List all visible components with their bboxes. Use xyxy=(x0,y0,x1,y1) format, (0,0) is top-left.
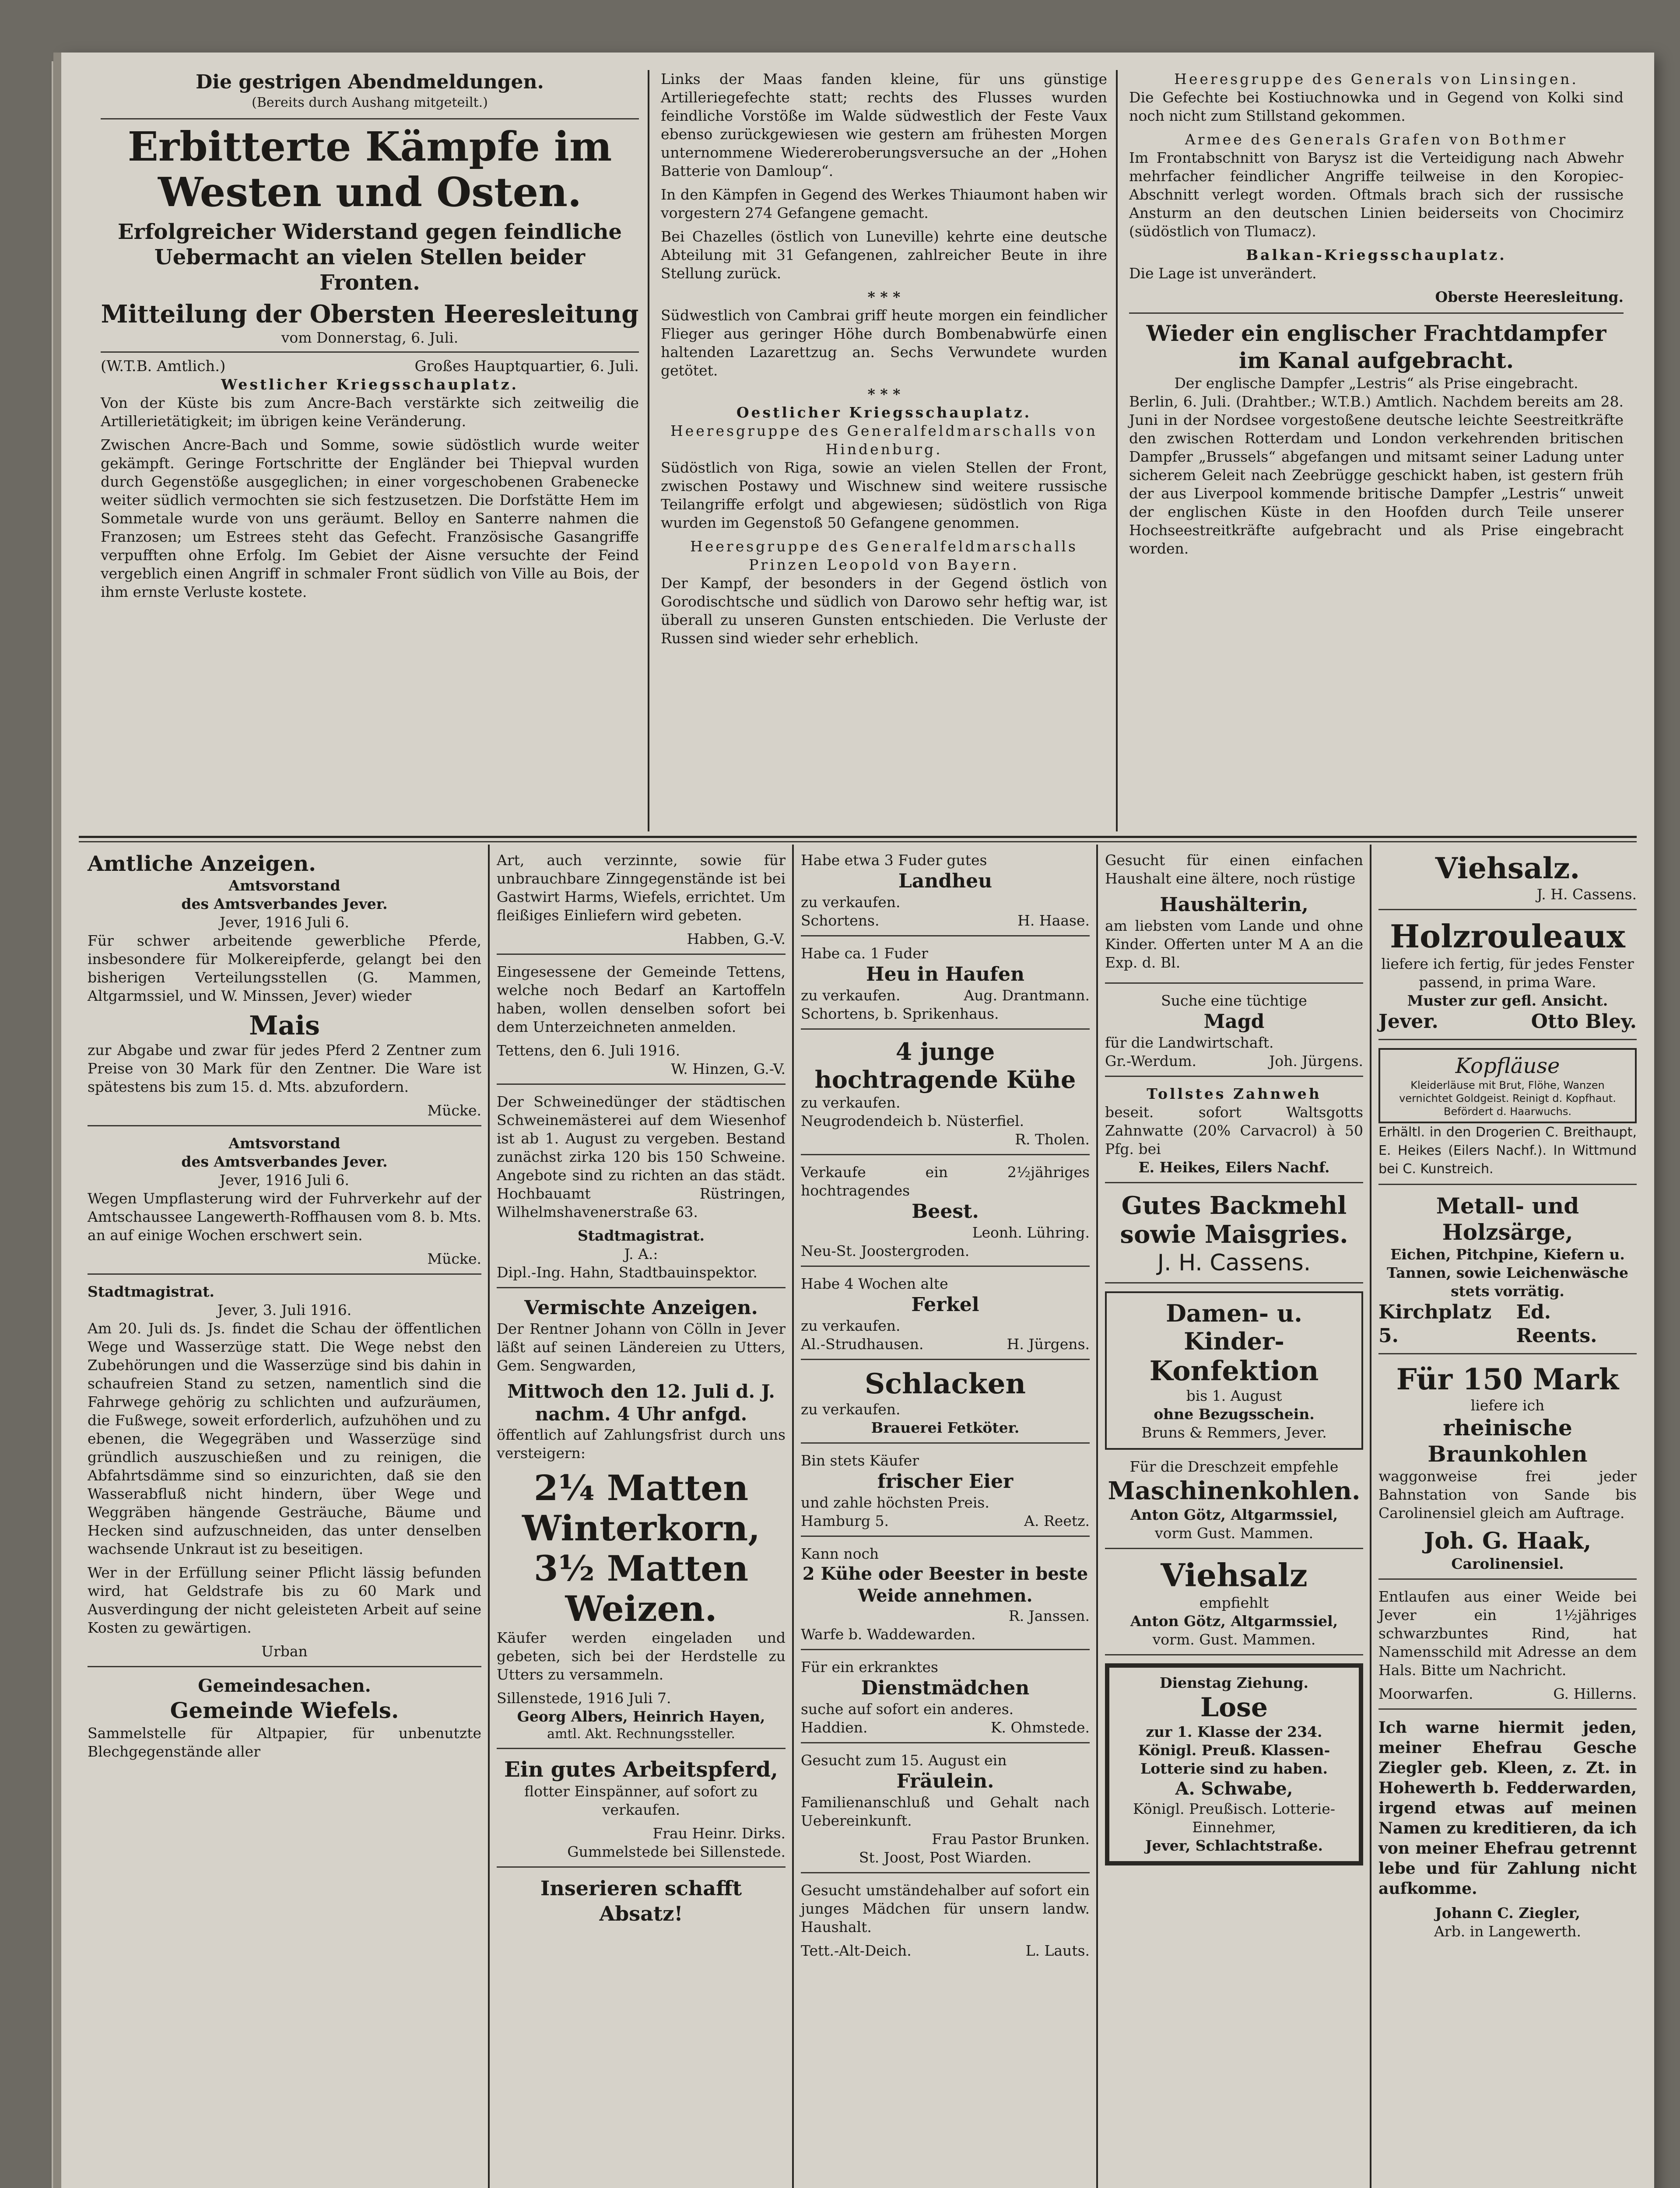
ad-text: ohne Bezugsschein. xyxy=(1154,1406,1315,1423)
ad-box xyxy=(1378,1048,1637,1123)
paragraph: Der Kampf, der besonders in der Gegend östlich von Gorodischtsche und südlich von Darowo sehr heftig war, ist überall zu unseren Gunsten entschieden. Die Verluste der Russen sind wieder sehr erheblich. xyxy=(661,575,1107,647)
ad-keyword: Heu in Haufen xyxy=(866,963,1024,985)
report-column-3 xyxy=(1129,70,1624,563)
ad-heading: Tollstes Zahnweh xyxy=(1147,1085,1322,1102)
ads-column-1 xyxy=(88,851,481,1766)
ads-column-4 xyxy=(1105,851,1363,1865)
ad-signature: Bruns & Remmers, Jever. xyxy=(1141,1424,1327,1441)
ad-keyword: frischer Eier xyxy=(877,1470,1014,1493)
ad-date: Jever, 3. Juli 1916. xyxy=(217,1301,352,1318)
ad-keyword: Ferkel xyxy=(911,1294,979,1316)
ad-text: Familienanschluß und Gehalt nach Uebereinkunft. xyxy=(801,1794,1090,1829)
ad-signature: Leonh. Lühring. xyxy=(972,1224,1090,1241)
ad-signature: Mücke. xyxy=(427,1102,481,1119)
paragraph: Berlin, 6. Juli. (Drahtber.; W.T.B.) Amtlich. Nachdem bereits am 28. Juni in der Nordsee vorgestoßene deutsche leichte Seestreitkräfte den zwischen Rotterdam und London verkehrenden britischen Dampfer „Brussels“ abgefangen und mitsamt seiner Ladung unter sicherem Geleit nach Zeebrügge geschickt haben, ist gestern früh der aus Liverpool kommende britische Dampfer „Lestris“ unweit der englischen Küste in den Hoofden durch Teile unserer Hochseestreitkräfte aufgebracht und als Prise eingebracht worden. xyxy=(1129,393,1624,557)
ad-place: Warfe b. Waddewarden. xyxy=(801,1626,976,1643)
ad-text: am liebsten vom Lande und ohne Kinder. Offerten unter M A an die Exp. d. Bl. xyxy=(1105,917,1363,971)
ad-signature: L. Lauts. xyxy=(1025,1942,1090,1959)
ads-column-5 xyxy=(1378,851,1637,1941)
ad-text: Ich warne hiermit jeden, meiner Ehefrau Gesche Ziegler geb. Kleen, z. Zt. in Hohewerth b. Fedderwarden, irgend etwas auf meinen Namen zu kreditieren, da ich von meiner Ehefrau getrennt lebe und für Zahlung nicht aufkomme. xyxy=(1378,1718,1637,1898)
ad-place: Haddien. xyxy=(801,1719,868,1736)
column-rule xyxy=(1370,845,1371,2188)
ad-box xyxy=(1105,1291,1363,1450)
ad-text: Für schwer arbeitende gewerbliche Pferde, insbesondere für Molkereipferde, gelangt bei den bisherigen Verteilungsstellen (G. Mammen, Altgarmssiel, und W. Minssen, Jever) wieder xyxy=(88,932,481,1004)
ad-keyword: Viehsalz. xyxy=(1435,851,1580,885)
ad-signature: Gummelstede bei Sillenstede. xyxy=(567,1843,786,1860)
ad-text: zu verkaufen. xyxy=(801,1401,901,1418)
ad-keyword: Magd xyxy=(1203,1010,1265,1033)
ad-signature: A. Reetz. xyxy=(1024,1512,1090,1529)
section-subheading: (Bereits durch Aushang mitgeteilt.) xyxy=(252,95,488,110)
paragraph: Im Frontabschnitt von Barysz ist die Verteidigung nach Abwehr mehrfacher feindlicher Angriffe teilweise in den Koropiec-Abschnitt verlegt worden. Oftmals brach sich der russische Ansturm an den deutschen Linien beiderseits von Chocimirz (südöstlich von Tlumacz). xyxy=(1129,149,1624,240)
ad-signature: Frau Heinr. Dirks. xyxy=(652,1825,786,1842)
ad-place: Hamburg 5. xyxy=(801,1512,889,1529)
ad-signature: E. Heikes, Eilers Nachf. xyxy=(1138,1159,1330,1176)
ad-keyword: Beest. xyxy=(912,1200,979,1223)
ad-keyword: rheinische Braunkohlen xyxy=(1427,1415,1588,1467)
ad-text: flotter Einspänner, auf sofort zu verkaufen. xyxy=(524,1783,758,1818)
ad-text: Kleiderläuse mit Brut, Flöhe, Wanzen vernichtet Goldgeist. Reinigt d. Kopfhaut. Befördert d. Haarwuchs. xyxy=(1399,1079,1616,1118)
ad-date: Sillenstede, 1916 Juli 7. xyxy=(497,1690,671,1707)
army-group: Heeresgruppe des Generalfeldmarschalls Prinzen Leopold von Bayern. xyxy=(690,538,1078,573)
ad-text: Suche eine tüchtige xyxy=(1161,992,1307,1009)
ad-text: Bin stets Käufer xyxy=(801,1452,919,1469)
ad-keyword: Haushälterin, xyxy=(1160,894,1308,916)
ads-column-3 xyxy=(801,851,1090,1960)
ad-text: beseit. sofort Waltsgotts Zahnwatte (20% Carvacrol) à 50 Pfg. bei xyxy=(1105,1104,1363,1157)
ad-keyword: 2 Kühe oder Beester in beste Weide annehmen. xyxy=(802,1564,1088,1606)
section-divider xyxy=(79,841,1637,842)
ad-text: zu verkaufen. xyxy=(801,894,901,911)
headline: Wieder ein englischer Frachtdampfer im Kanal aufgebracht. xyxy=(1146,320,1606,373)
subheadline: Erfolgreicher Widerstand gegen feindliche Uebermacht an vielen Stellen beider Fronten. xyxy=(117,220,622,295)
front-heading: Balkan-Kriegsschauplatz. xyxy=(1246,246,1507,263)
ad-signature: G. Hillerns. xyxy=(1553,1685,1637,1702)
ad-text: zu verkaufen. xyxy=(801,1094,901,1111)
ad-keyword: Konfektion xyxy=(1149,1355,1319,1387)
ad-keyword: Gemeinde Wiefels. xyxy=(170,1697,399,1723)
quantity: 2¹⁄₄ xyxy=(533,1467,595,1508)
ad-text: für die Landwirtschaft. xyxy=(1105,1034,1274,1051)
ad-box xyxy=(1105,1663,1363,1865)
ad-signature: W. Hinzen, G.-V. xyxy=(671,1060,786,1077)
ad-text: suche auf sofort ein anderes. xyxy=(801,1701,1014,1718)
ad-text: Habe 4 Wochen alte xyxy=(801,1275,948,1292)
ad-text: Königl. Preußisch. Lotterie-Einnehmer, xyxy=(1133,1800,1335,1836)
ad-text: zur Abgabe und zwar für jedes Pferd 2 Zentner zum Preise von 30 Mark für den Zentner. Die Ware ist spätestens bis zum 15. d. Mts. abzufordern. xyxy=(88,1041,481,1095)
ad-text: Gesucht für einen einfachen Haushalt eine ältere, noch rüstige xyxy=(1105,852,1363,887)
ad-signature: H. Jürgens. xyxy=(1007,1336,1090,1353)
ad-place: Tett.-Alt-Deich. xyxy=(801,1942,912,1959)
ad-place: Neu-St. Joostergroden. xyxy=(801,1242,970,1259)
ad-text: Sammelstelle für Altpapier, für unbenutzte Blechgegenstände aller xyxy=(88,1725,481,1760)
ad-place: Gr.-Werdum. xyxy=(1105,1052,1197,1069)
ad-place: Jever. xyxy=(1378,1010,1438,1033)
auction-item: Weizen. xyxy=(565,1588,717,1629)
paragraph: Südwestlich von Cambrai griff heute morgen ein feindlicher Flieger aus geringer Höhe durch Bombenabwürfe einen haltenden Lazarettzug an. Sechs Verwundete wurden getötet. xyxy=(661,307,1107,379)
paragraph: Südöstlich von Riga, sowie an vielen Stellen der Front, zwischen Postawy und Wischnew sind weitere russische Teilangriffe erfolgt und abgewiesen; südöstlich von Riga wurden im Gegenstoß 50 Gefangene genommen. xyxy=(661,459,1107,531)
ad-signature: Brauerei Fetköter. xyxy=(871,1419,1020,1436)
ad-text: bis 1. August xyxy=(1186,1387,1282,1404)
ad-signature: R. Tholen. xyxy=(1015,1131,1090,1148)
paragraph: Die Gefechte bei Kostiuchnowka und in Gegend von Kolki sind noch nicht zum Stillstand gekommen. xyxy=(1129,89,1624,124)
ad-keyword: Schlacken xyxy=(864,1368,1026,1400)
ad-keyword: Lose xyxy=(1200,1692,1268,1723)
auction-item: Winterkorn, xyxy=(522,1508,760,1549)
paragraph: Links der Maas fanden kleine, für uns günstige Artilleriegefechte statt; rechts des Flusses wurden feindliche Vorstöße im Walde südwestlich der Feste Vaux ebenso zurückgewiesen wie gestern am frühesten Morgen unternommene Wiedereroberungsversuche an der „Hohen Batterie von Damloup“. xyxy=(661,70,1107,179)
unit: Matten xyxy=(607,1467,749,1508)
paragraph: In den Kämpfen in Gegend des Werkes Thiaumont haben wir vorgestern 274 Gefangene gemacht. xyxy=(661,186,1107,221)
ad-text: Wegen Umpflasterung wird der Fuhrverkehr auf der Amtschaussee Langewerth-Roffhausen vom 8. b. Mts. an auf einige Wochen erschwert sein. xyxy=(88,1190,481,1244)
ad-text: zu verkaufen. xyxy=(801,1317,901,1334)
ad-keyword: Landheu xyxy=(898,870,993,892)
ad-signature: J. H. Cassens. xyxy=(1536,886,1637,903)
ad-text: Für die Dreschzeit empfehle xyxy=(1129,1458,1339,1475)
ad-place: Moorwarfen. xyxy=(1378,1685,1473,1702)
ad-signature: Joh. Jürgens. xyxy=(1269,1052,1363,1069)
ad-keyword: Dienstmädchen xyxy=(861,1677,1030,1699)
ad-keyword: Gutes Backmehl xyxy=(1121,1191,1347,1220)
army-group: Armee des Generals Grafen von Bothmer xyxy=(1185,131,1568,148)
ad-text: Art, auch verzinnte, sowie für unbrauchbare Zinngegenstände ist bei Gastwirt Harms, Wiefels, errichtet. Um fleißiges Einliefern wird gebeten. xyxy=(497,852,786,924)
ads-section-title: Vermischte Anzeigen. xyxy=(524,1297,758,1319)
source: (W.T.B. Amtlich.) xyxy=(101,358,226,375)
ad-text: zur 1. Klasse der 234. Königl. Preuß. Klassen-Lotterie sind zu haben. xyxy=(1138,1723,1330,1777)
ad-text: Entlaufen aus einer Weide bei Jever ein 1½jähriges schwarzbuntes Rind, hat Namensschild mit Adresse an dem Hals. Bitte um Nachricht. xyxy=(1378,1588,1637,1679)
ad-heading: des Amtsverbandes Jever. xyxy=(181,895,388,912)
paragraph: Bei Chazelles (östlich von Luneville) kehrte eine deutsche Abteilung mit 31 Gefangenen, zahlreicher Beute in ihre Stellung zurück. xyxy=(661,228,1107,282)
ad-date: Tettens, den 6. Juli 1916. xyxy=(497,1042,680,1059)
ad-text: Muster zur gefl. Ansicht. xyxy=(1407,992,1608,1009)
ad-keyword: Fräulein. xyxy=(896,1770,994,1792)
ad-signature: Anton Götz, Altgarmssiel, xyxy=(1130,1613,1338,1630)
ad-text: vorm Gust. Mammen. xyxy=(1154,1525,1314,1542)
ad-signature: Habben, G.-V. xyxy=(687,930,786,947)
paragraph: Die Lage ist unverändert. xyxy=(1129,265,1317,282)
ad-slogan: Inserieren schafft Absatz! xyxy=(540,1876,742,1925)
ad-signature: Georg Albers, Heinrich Hayen, xyxy=(517,1708,765,1725)
headline: Erbitterte Kämpfe im Westen und Osten. xyxy=(127,123,612,216)
ad-place: Schortens, b. Sprikenhaus. xyxy=(801,1005,999,1022)
ad-heading: Amtsvorstand xyxy=(228,877,340,894)
column-rule xyxy=(792,845,794,2188)
ad-signature: Dipl.-Ing. Hahn, Stadtbauinspektor. xyxy=(497,1264,758,1281)
ad-signature: A. Schwabe, xyxy=(1175,1778,1293,1799)
report-date: vom Donnerstag, 6. Juli. xyxy=(281,329,459,346)
ad-place: Schortens. xyxy=(801,912,880,929)
army-group: Heeresgruppe des Generalfeldmarschalls von Hindenburg. xyxy=(670,422,1098,458)
report-column-2 xyxy=(661,70,1107,653)
ad-heading: Kopfläuse xyxy=(1455,1054,1560,1078)
ad-text: Gesucht umständehalber auf sofort ein junges Mädchen für unsern landw. Haushalt. xyxy=(801,1882,1090,1936)
ad-keyword: Maschinenkohlen. xyxy=(1108,1476,1361,1505)
ad-text: Der Schweinedünger der städtischen Schweinemästerei auf dem Wiesenhof ist ab 1. August zu vergeben. Bestand zunächst zirka 120 bis 150 Schweine. Angebote sind zu richten an das städt. Hochbauamt Rüstringen, Wilhelmshavenerstraße 63. xyxy=(497,1093,786,1220)
ad-place: Kirchplatz 5. xyxy=(1378,1301,1492,1347)
column-rule xyxy=(1096,845,1098,2188)
ad-text: und zahle höchsten Preis. xyxy=(801,1494,989,1511)
column-rule xyxy=(648,70,649,831)
ad-text: Arb. in Langewerth. xyxy=(1434,1923,1582,1940)
quantity: 3¹⁄₂ xyxy=(533,1548,595,1589)
ad-text: Eingesessene der Gemeinde Tettens, welche noch Bedarf an Kartoffeln haben, wollen denselben sofort bei dem Unterzeichneten anmelden. xyxy=(497,963,786,1035)
ad-text: liefere ich fertig, für jedes Fenster passend, in prima Ware. xyxy=(1381,955,1634,991)
ad-signature: Urban xyxy=(261,1643,308,1660)
newspaper-page xyxy=(61,53,1654,2188)
ad-heading: Dienstag Ziehung. xyxy=(1159,1674,1309,1691)
ad-signature: Aug. Drantmann. xyxy=(964,987,1090,1004)
ad-place: Jever, Schlachtstraße. xyxy=(1145,1837,1323,1854)
ad-signature: H. Haase. xyxy=(1017,912,1090,929)
separator-stars: * * * xyxy=(867,386,901,403)
ad-text: Der Rentner Johann von Cölln in Jever läßt auf seinen Ländereien zu Utters, Gem. Sengwarden, xyxy=(497,1320,786,1374)
unit: Matten xyxy=(607,1548,749,1589)
ad-date: Jever, 1916 Juli 6. xyxy=(219,914,350,931)
ad-text: öffentlich auf Zahlungsfrist durch uns versteigern: xyxy=(497,1426,786,1462)
ad-org: Stadtmagistrat. xyxy=(577,1227,705,1244)
ads-section-title: Amtliche Anzeigen. xyxy=(88,852,316,876)
ad-ia: J. A.: xyxy=(624,1245,658,1262)
ad-signature: K. Ohmstede. xyxy=(990,1719,1090,1736)
ad-text: Kann noch xyxy=(801,1545,879,1562)
subheadline: Der englische Dampfer „Lestris“ als Prise eingebracht. xyxy=(1174,375,1578,392)
ad-heading: Gemeindesachen. xyxy=(198,1676,371,1696)
ad-signature: R. Janssen. xyxy=(1008,1607,1090,1624)
section-divider xyxy=(79,836,1637,838)
ad-text: Für ein erkranktes xyxy=(801,1659,938,1676)
ad-signature-roles: amtl. Akt. Rechnungssteller. xyxy=(547,1726,735,1742)
ad-text: waggonweise frei jeder Bahnstation von Sande bis Carolinensiel gleich am Auftrage. xyxy=(1378,1468,1637,1522)
ad-signature: Frau Pastor Brunken. xyxy=(932,1830,1090,1848)
ad-heading: des Amtsverbandes Jever. xyxy=(181,1153,388,1170)
ad-text: Eichen, Pitchpine, Kiefern u. Tannen, sowie Leichenwäsche stets vorrätig. xyxy=(1386,1246,1628,1300)
ad-signature: Mücke. xyxy=(427,1250,481,1267)
ad-keyword: sowie Maisgries. xyxy=(1120,1220,1348,1249)
official-title: Mitteilung der Obersten Heeresleitung xyxy=(101,300,639,329)
ad-place: Al.-Strudhausen. xyxy=(801,1336,924,1353)
ad-signature: Otto Bley. xyxy=(1531,1010,1637,1033)
ad-text: Wer in der Erfüllung seiner Pflicht lässig befunden wird, hat Geldstrafe bis zu 60 Mark und Ausverdingung der nicht geleisteten Arbeit auf seine Kosten zu gewärtigen. xyxy=(88,1564,481,1636)
ad-place: Neugrodendeich b. Nüsterfiel. xyxy=(801,1112,1024,1129)
ad-heading: Amtsvorstand xyxy=(228,1135,340,1152)
ad-keyword: Damen- u. Kinder- xyxy=(1166,1299,1302,1355)
section-heading: Die gestrigen Abendmeldungen. xyxy=(196,71,544,93)
ad-signature: Ed. Reents. xyxy=(1516,1301,1597,1347)
ad-keyword: 4 junge hochtragende Kühe xyxy=(814,1038,1076,1094)
ad-text: Käufer werden eingeladen und gebeten, sich bei der Herdstelle zu Utters zu versammeln. xyxy=(497,1629,786,1683)
column-rule xyxy=(1116,70,1118,831)
ad-text: liefere ich xyxy=(1470,1397,1545,1414)
ad-text: zu verkaufen. xyxy=(801,987,901,1004)
ad-text: Gesucht zum 15. August ein xyxy=(801,1752,1007,1769)
front-heading: Oestlicher Kriegsschauplatz. xyxy=(736,404,1032,421)
ad-signature: Anton Götz, Altgarmssiel, xyxy=(1130,1506,1338,1523)
ad-keyword: Mais xyxy=(249,1010,320,1041)
ad-keyword: Holzrouleaux xyxy=(1390,918,1625,955)
ad-text: empfiehlt xyxy=(1199,1594,1269,1611)
ad-place: Carolinensiel. xyxy=(1451,1555,1564,1572)
signature: Oberste Heeresleitung. xyxy=(1435,288,1624,305)
ad-text: Verkaufe ein 2½jähriges hochtragendes xyxy=(801,1164,1090,1199)
report-column-1 xyxy=(101,70,639,607)
ad-date: Jever, 1916 Juli 6. xyxy=(219,1171,350,1189)
auction-date: Mittwoch den 12. Juli d. J. nachm. 4 Uhr anfgd. xyxy=(507,1381,775,1425)
ad-signature: J. H. Cassens. xyxy=(1157,1250,1311,1276)
ad-keyword: Ein gutes Arbeitspferd, xyxy=(504,1757,778,1782)
ad-signature: Johann C. Ziegler, xyxy=(1435,1904,1580,1922)
ad-text: vorm. Gust. Mammen. xyxy=(1152,1631,1316,1648)
ad-text: Erhältl. in den Drogerien C. Breithaupt, E. Heikes (Eilers Nachf.). In Wittmund bei C. Kunstreich. xyxy=(1378,1125,1637,1177)
dateline: Großes Hauptquartier, 6. Juli. xyxy=(414,358,639,375)
paragraph: Zwischen Ancre-Bach und Somme, sowie südöstlich wurde weiter gekämpft. Geringe Fortschritte der Engländer bei Thiepval wurden durch Gegenstöße ausgeglichen; in einer vorgeschobenen Grabenecke weiter südlich vermochten sie sich festzusetzen. Die Dorfstätte Hem im Sommetale wurde von uns geräumt. Belloy en Santerre nahmen die Franzosen; um Estrees steht das Gefecht. Französische Gasangriffe verpufften ohne Erfolg. Im Gebiet der Aisne versuchte der Feind vergeblich einen Angriff in schmaler Front südlich von Ville au Bois, der ihm ernste Verluste kostete. xyxy=(101,436,639,600)
paragraph: Von der Küste bis zum Ancre-Bach verstärkte sich zeitweilig die Artillerietätigkeit; im übrigen keine Veränderung. xyxy=(101,394,639,430)
ad-heading: Stadtmagistrat. xyxy=(88,1283,215,1300)
ads-column-2 xyxy=(497,851,786,1926)
separator-stars: * * * xyxy=(867,288,901,305)
column-rule xyxy=(488,845,490,2188)
army-group: Heeresgruppe des Generals von Linsingen. xyxy=(1174,70,1578,88)
ad-keyword: Viehsalz xyxy=(1161,1557,1308,1594)
ad-keyword: Metall- und Holzsärge, xyxy=(1436,1193,1579,1245)
ad-text: Habe etwa 3 Fuder gutes xyxy=(801,852,987,869)
ad-keyword: Für 150 Mark xyxy=(1396,1362,1619,1396)
ad-text: Am 20. Juli ds. Js. findet die Schau der öffentlichen Wege und Wasserzüge statt. Die Wege nebst den Zubehörungen und die Wasserzüge sind bis dahin in schaufreien Stand zu setzen, namentlich sind die Fahrwege gehörig zu schlichten und aufzuräumen, die Fußwege, soweit erforderlich, aufzuhöhen und zu ebenen, die Wegegräben und Wasserzüge sind gründlich auszuschießen und zu reinigen, die Abfahrtsdämme sind so einzurichten, daß sie den Wasserabfluß nicht hindern, über Wege und Weggräben hängende Gesträuche, Bäume und Hecken sind aufzuschneiden, das unter denselben wachsende Unkraut ist zu beseitigen. xyxy=(88,1320,481,1557)
ad-signature: Joh. G. Haak, xyxy=(1424,1528,1592,1554)
ad-text: Habe ca. 1 Fuder xyxy=(801,945,928,962)
front-heading: Westlicher Kriegsschauplatz. xyxy=(221,376,519,393)
ad-place: St. Joost, Post Wiarden. xyxy=(859,1849,1032,1866)
